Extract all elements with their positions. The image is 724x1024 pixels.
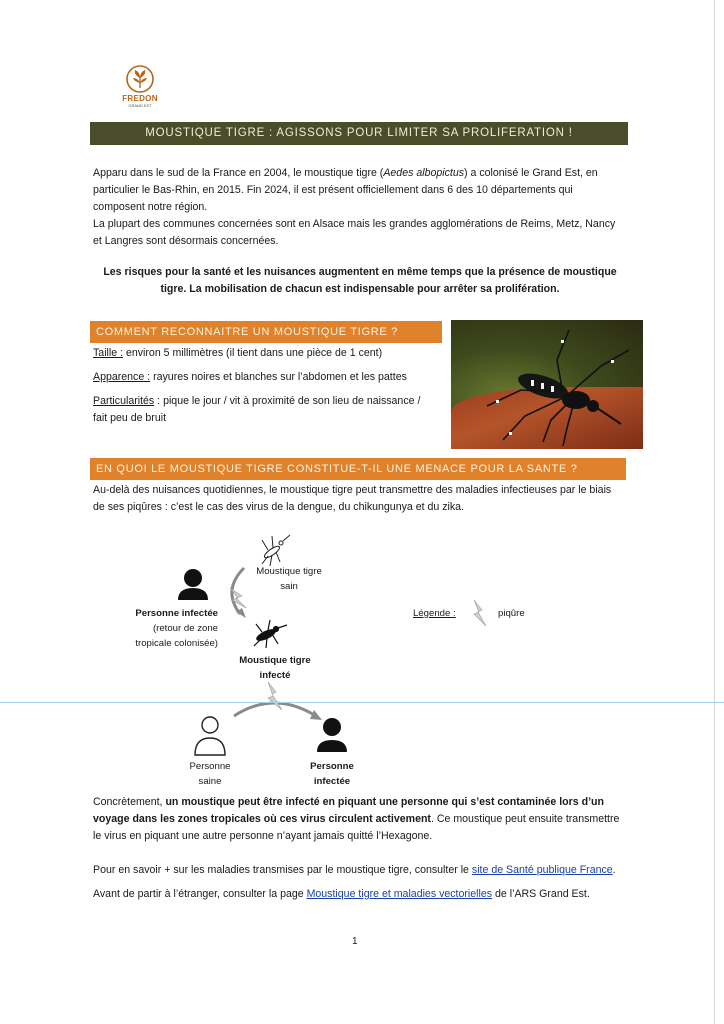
person-healthy-icon: [195, 717, 225, 755]
logo-name: FREDON: [122, 94, 158, 103]
apparence-line: [93, 369, 443, 386]
more-l2a: Avant de partir à l’étranger, consulter la page: [93, 888, 307, 900]
mosquito-infected-icon: [254, 620, 287, 648]
scan-line: [0, 702, 724, 703]
particularites-label: Particularités: [93, 395, 155, 407]
more-line-1: [93, 862, 638, 879]
concl-l2b: voyage dans les zones tropicales où ces virus circulent activement: [93, 813, 431, 825]
transmission-diagram: [0, 530, 724, 795]
intro-line-1: [93, 165, 633, 182]
menace-line-2: de ses piqûres : c’est le cas des virus de la dengue, du chikungunya et du zika.: [93, 501, 465, 513]
intro-line-5: et Langres sont désormais concernées.: [93, 235, 279, 247]
more-l1end: .: [612, 864, 616, 876]
intro-paragraph: [93, 165, 633, 250]
particularites-line: [93, 393, 443, 410]
person-infected-l2: tropicale colonisée): [135, 638, 218, 649]
intro-l1a: Apparu dans le sud de la France en 2004, le moustique tigre (: [93, 167, 384, 179]
mosquito-infected-l2: infecté: [259, 670, 291, 681]
concl-line-3: le virus en piquant une autre personne n’ayant jamais quitté l’Hexagone.: [93, 830, 433, 842]
legend-bite-icon: [474, 600, 486, 626]
spf-link[interactable]: site de Santé publique France: [471, 864, 613, 876]
mosquito-photo: [451, 320, 643, 449]
section-menace-body: [93, 482, 633, 516]
more-l2end: de l’ARS Grand Est.: [492, 888, 590, 900]
menace-line-1: Au-delà des nuisances quotidiennes, le moustique tigre peut transmettre des maladies infectieuses par le biais: [93, 484, 612, 496]
section-menace-title: EN QUOI LE MOUSTIQUE TIGRE CONSTITUE-T-IL UNE MENACE POUR LA SANTE ?: [90, 458, 626, 480]
legend-text: piqûre: [498, 608, 525, 619]
conclusion-paragraph: [93, 794, 638, 845]
taille-label: Taille :: [93, 347, 124, 359]
person-healthy-l1: Personne: [189, 761, 231, 772]
legend-label: Légende :: [413, 608, 456, 619]
diagram-graphics: [0, 530, 724, 795]
taille-line: [93, 345, 443, 362]
page-edge-line: [714, 0, 715, 1024]
intro-line-3: composent notre région.: [93, 201, 208, 213]
more-l1a: Pour en savoir + sur les maladies transmises par le moustique tigre, consulter le: [93, 864, 472, 876]
section-recognize-body: [93, 345, 443, 427]
more-info: [93, 862, 638, 903]
mosquito-healthy-icon: [262, 535, 290, 566]
concl-line-2: [93, 811, 638, 828]
person-healthy-label: [180, 759, 240, 789]
mosquito-healthy-label: [244, 564, 334, 594]
person-infected-title: Personne infectée: [135, 608, 218, 619]
person-infected-2-l1: Personne: [310, 761, 354, 772]
person-infected-label: [118, 606, 218, 651]
person-healthy-l2: saine: [198, 776, 222, 787]
concl-l1a: Concrètement,: [93, 796, 166, 808]
mosquito-infected-l1: Moustique tigre: [239, 655, 311, 666]
person-infected-icon: [178, 569, 208, 600]
concl-l2c: . Ce moustique peut ensuite transmettre: [430, 813, 620, 825]
intro-line-2: particulier le Bas-Rhin, en 2015. Fin 2024, il est présent officiellement dans 6 des 10 départements qui: [93, 184, 573, 196]
section-recognize-title: COMMENT RECONNAITRE UN MOUSTIQUE TIGRE ?: [90, 321, 442, 343]
logo-sub: GRAND EST: [128, 103, 152, 108]
mosquito-healthy-l1: Moustique tigre: [256, 566, 322, 577]
curved-arrow-2: [234, 703, 316, 716]
person-infected-l1: (retour de zone: [152, 623, 218, 634]
person-infected-icon-2: [317, 718, 347, 752]
person-infected-2-label: [302, 759, 362, 789]
concl-line-1: [93, 794, 638, 811]
mosquito-photo-icon: [451, 320, 643, 449]
highlight-line-1: Les risques pour la santé et les nuisances augmentent en même temps que la présence de moustique: [103, 266, 617, 278]
taille-text: environ 5 millimètres (il tient dans une pièce de 1 cent): [123, 347, 383, 359]
fredon-logo-icon: [125, 64, 155, 94]
concl-l1b: un moustique peut être infecté en piquant une personne qui s’est contaminée lors d’un: [165, 796, 604, 808]
particularites-text-2: fait peu de bruit: [93, 412, 167, 424]
page-title: MOUSTIQUE TIGRE : AGISSONS POUR LIMITER SA PROLIFERATION !: [90, 122, 628, 145]
apparence-label: Apparence :: [93, 371, 151, 383]
ars-link[interactable]: Moustique tigre et maladies vectorielles: [306, 888, 493, 900]
more-line-2: [93, 886, 638, 903]
intro-line-4: La plupart des communes concernées sont en Alsace mais les grandes agglomérations de Reims, Metz, Nancy: [93, 218, 616, 230]
bite-icon-2: [268, 682, 282, 710]
particularites-text: : pique le jour / vit à proximité de son lieu de naissance /: [154, 395, 421, 407]
highlight-paragraph: [90, 264, 630, 298]
page-number: 1: [352, 936, 358, 947]
apparence-text: rayures noires et blanches sur l’abdomen et les pattes: [150, 371, 407, 383]
intro-latin-name: Aedes albopictus: [383, 167, 465, 179]
intro-l1b: ) a colonisé le Grand Est, en: [464, 167, 598, 179]
person-infected-2-l2: infectée: [313, 776, 351, 787]
mosquito-infected-label: [230, 653, 320, 683]
fredon-logo: [118, 64, 162, 114]
mosquito-healthy-l2: sain: [280, 581, 298, 592]
highlight-line-2: tigre. La mobilisation de chacun est indispensable pour arrêter sa prolifération.: [160, 283, 560, 295]
